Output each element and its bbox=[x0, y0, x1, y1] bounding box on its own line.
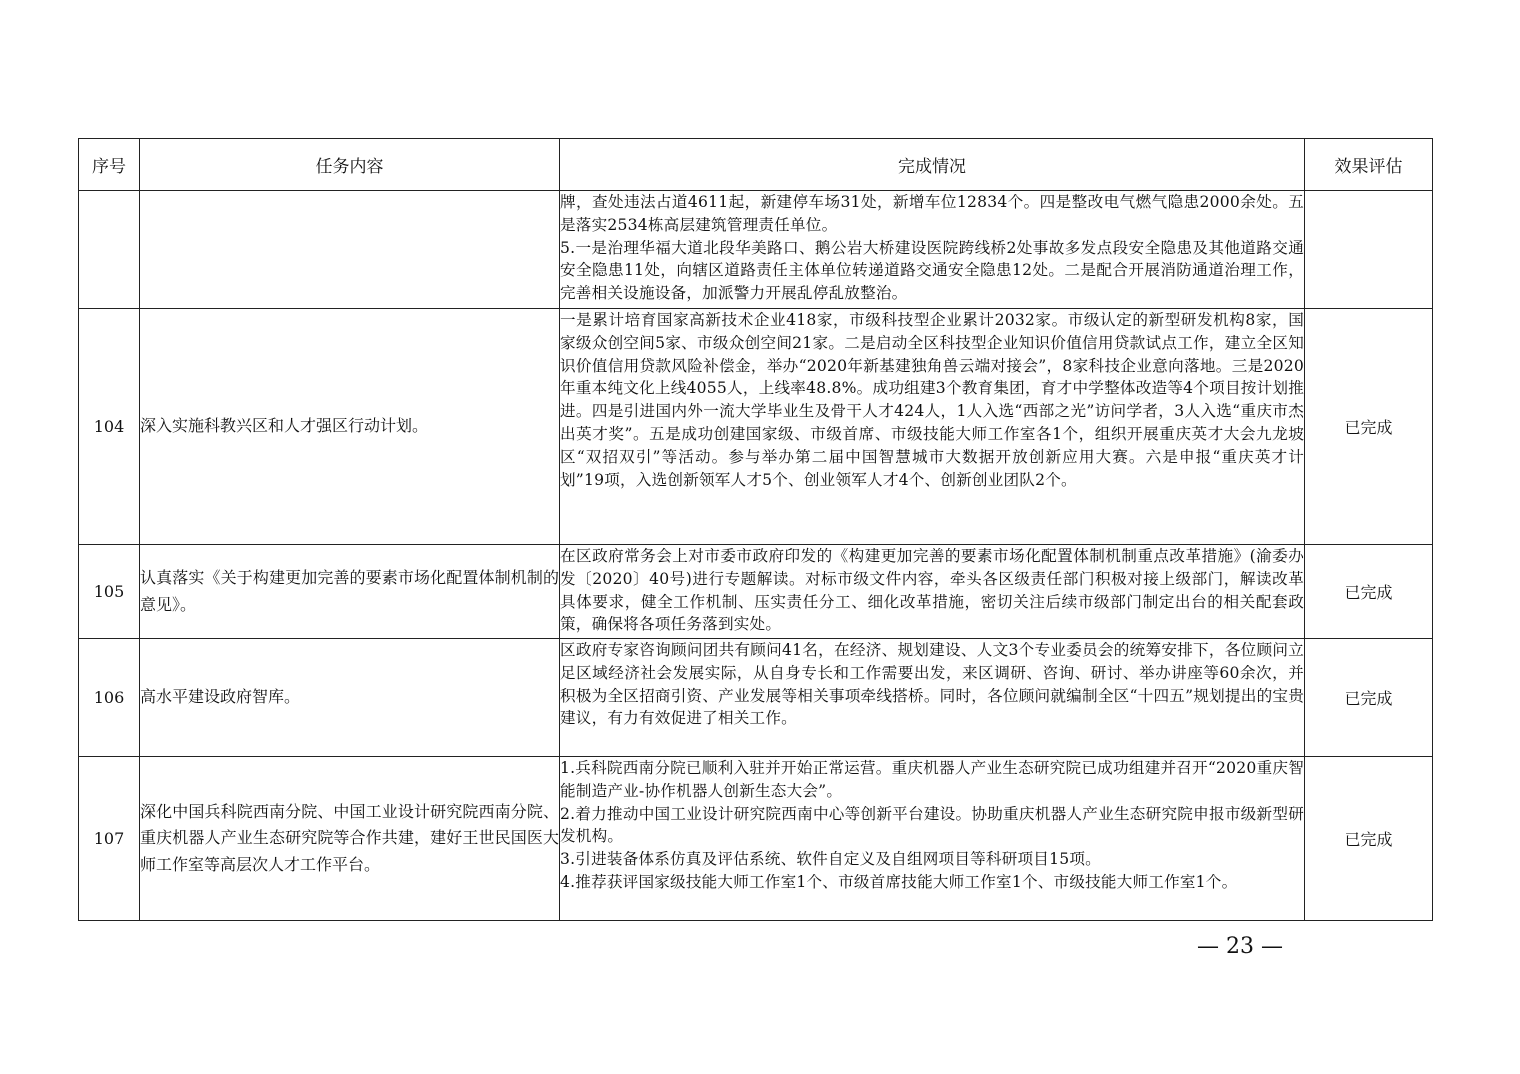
completion-paragraph: 牌，查处违法占道4611起，新建停车场31处，新增车位12834个。四是整改电气燃气隐患2000余处。五是落实2534栋高层建筑管理责任单位。 bbox=[560, 193, 1304, 234]
header-eval: 效果评估 bbox=[1305, 139, 1433, 191]
completion-paragraph: 3.引进装备体系仿真及评估系统、软件自定义及自组网项目等科研项目15项。 bbox=[560, 850, 1101, 869]
completion-status bbox=[560, 757, 1305, 921]
header-task: 任务内容 bbox=[140, 139, 560, 191]
evaluation: 已完成 bbox=[1305, 639, 1433, 757]
row-number: 104 bbox=[79, 309, 140, 545]
header-no: 序号 bbox=[79, 139, 140, 191]
task-content bbox=[140, 191, 560, 309]
table-row bbox=[79, 639, 1433, 757]
evaluation: 已完成 bbox=[1305, 309, 1433, 545]
completion-paragraph: 4.推荐获评国家级技能大师工作室1个、市级首席技能大师工作室1个、市级技能大师工作室1个。 bbox=[560, 872, 1238, 891]
row-number: 106 bbox=[79, 639, 140, 757]
table-header-row bbox=[79, 139, 1433, 191]
table-row bbox=[79, 545, 1433, 639]
task-content: 高水平建设政府智库。 bbox=[140, 639, 560, 757]
task-content: 深化中国兵科院西南分院、中国工业设计研究院西南分院、重庆机器人产业生态研究院等合作共建，建好王世民国医大师工作室等高层次人才工作平台。 bbox=[140, 757, 560, 921]
completion-paragraph: 5.一是治理华福大道北段华美路口、鹅公岩大桥建设医院跨线桥2处事故多发点段安全隐患及其他道路交通安全隐患11处，向辖区道路责任主体单位转递道路交通安全隐患12处。二是配合开展消防通道治理工作，完善相关设施设备，加派警力开展乱停乱放整治。 bbox=[560, 238, 1304, 303]
completion-paragraph: 2.着力推动中国工业设计研究院西南中心等创新平台建设。协助重庆机器人产业生态研究院申报市级新型研发机构。 bbox=[560, 804, 1304, 846]
table-row bbox=[79, 757, 1433, 921]
row-number bbox=[79, 191, 140, 309]
table-row bbox=[79, 309, 1433, 545]
completion-paragraph: 一是累计培育国家高新技术企业418家，市级科技型企业累计2032家。市级认定的新型研发机构8家，国家级众创空间5家、市级众创空间21家。二是启动全区科技型企业知识价值信用贷款试点工作，建立全区知识价值信用贷款风险补偿金，举办“2020年新基建独角兽云端对接会”，8家科技企业意向落地。三是2020年重本纯文化上线4055人，上线率48.8%。成功组建3个教育集团，育才中学整体改造等4个项目按计划推进。四是引进国内外一流大学毕业生及骨干人才424人，1人入选“西部之光”访问学者，3人入选“重庆市杰出英才奖”。五是成功创建国家级、市级首席、市级技能大师工作室各1个，组织开展重庆英才大会九龙坡区“双招双引”等活动。参与举办第二届中国智慧城市大数据开放创新应用大赛。六是申报“重庆英才计划”19项，入选创新领军人才5个、创业领军人才4个、创新创业团队2个。 bbox=[560, 311, 1304, 489]
table-row bbox=[79, 191, 1433, 309]
completion-paragraph: 在区政府常务会上对市委市政府印发的《构建更加完善的要素市场化配置体制机制重点改革措施》(渝委办发〔2020〕40号)进行专题解读。对标市级文件内容，牵头各区级责任部门积极对接上级部门，解读改革具体要求，健全工作机制、压实责任分工、细化改革措施，密切关注后续市级部门制定出台的相关配套政策，确保将各项任务落到实处。 bbox=[560, 547, 1304, 634]
completion-paragraph: 1.兵科院西南分院已顺利入驻并开始正常运营。重庆机器人产业生态研究院已成功组建并召开“2020重庆智能制造产业-协作机器人创新生态大会”。 bbox=[560, 759, 1304, 800]
evaluation: 已完成 bbox=[1305, 757, 1433, 921]
row-number: 107 bbox=[79, 757, 140, 921]
row-number: 105 bbox=[79, 545, 140, 639]
completion-status bbox=[560, 545, 1305, 639]
task-content: 认真落实《关于构建更加完善的要素市场化配置体制机制的意见》。 bbox=[140, 545, 560, 639]
completion-status bbox=[560, 191, 1305, 309]
completion-status bbox=[560, 639, 1305, 757]
completion-paragraph: 区政府专家咨询顾问团共有顾问41名，在经济、规划建设、人文3个专业委员会的统筹安排下，各位顾问立足区域经济社会发展实际，从自身专长和工作需要出发，来区调研、咨询、研讨、举办讲座等60余次，并积极为全区招商引资、产业发展等相关事项牵线搭桥。同时，各位顾问就编制全区“十四五”规划提出的宝贵建议，有力有效促进了相关工作。 bbox=[560, 641, 1304, 728]
header-done: 完成情况 bbox=[560, 139, 1305, 191]
evaluation bbox=[1305, 191, 1433, 309]
page-number: — 23 — bbox=[1197, 934, 1283, 959]
task-table bbox=[78, 138, 1433, 921]
evaluation: 已完成 bbox=[1305, 545, 1433, 639]
task-content: 深入实施科教兴区和人才强区行动计划。 bbox=[140, 309, 560, 545]
completion-status bbox=[560, 309, 1305, 545]
